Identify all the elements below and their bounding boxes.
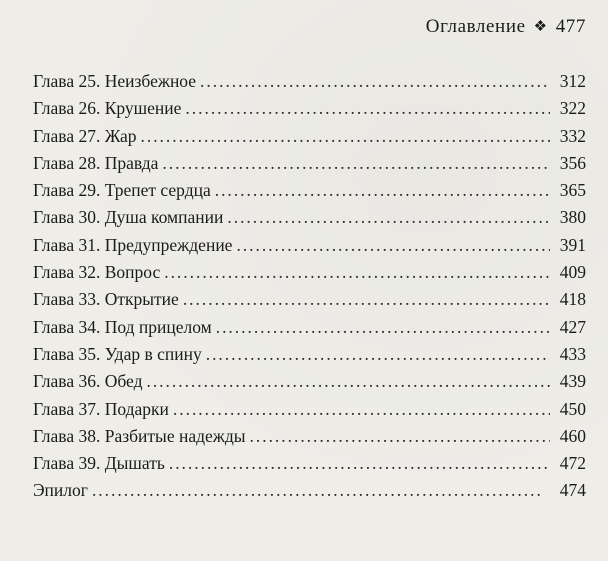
toc-entry-label: Глава 28. Правда <box>33 152 159 173</box>
toc-entry <box>33 426 586 453</box>
toc-entry-label: Глава 32. Вопрос <box>33 262 161 283</box>
dot-leader <box>250 426 550 447</box>
toc-entry-page: 312 <box>559 71 586 91</box>
toc-entry-label: Глава 29. Трепет сердца <box>33 180 211 201</box>
toc-entry-page: 460 <box>559 425 586 446</box>
dot-leader <box>169 453 550 474</box>
toc-entry-page: 418 <box>559 289 586 310</box>
toc-entry-page: 474 <box>559 480 586 501</box>
toc-entry <box>33 289 586 316</box>
toc-entry <box>33 207 586 234</box>
running-head-title: Оглавление <box>425 16 526 37</box>
toc-entry-label: Глава 33. Открытие <box>33 289 179 310</box>
toc-entry-label: Глава 26. Крушение <box>33 98 182 119</box>
dot-leader <box>216 317 550 338</box>
toc-entry <box>33 98 586 125</box>
toc-entry-page: 409 <box>559 262 586 283</box>
toc-entry <box>33 399 586 426</box>
toc-entry-page: 380 <box>559 207 586 228</box>
toc-entry-label: Глава 35. Удар в спину <box>33 343 202 364</box>
toc-entry <box>33 235 586 262</box>
dot-leader <box>200 71 550 92</box>
toc-entry-page: 391 <box>559 234 586 255</box>
toc-entry-page: 472 <box>559 453 586 474</box>
toc-entry <box>33 480 586 507</box>
toc-entry-page: 427 <box>559 316 586 337</box>
dot-leader <box>92 480 550 501</box>
dot-leader <box>227 207 550 228</box>
toc-entry-page: 332 <box>559 125 586 146</box>
toc-entry-label: Глава 27. Жар <box>33 125 137 146</box>
toc-entry-page: 439 <box>559 371 586 392</box>
toc-entry <box>33 262 586 289</box>
toc-entry-page: 365 <box>559 180 586 201</box>
toc-entry <box>33 71 586 98</box>
toc-entry-label: Глава 39. Дышать <box>33 453 165 474</box>
toc-entry-label: Глава 37. Подарки <box>33 398 169 419</box>
dot-leader <box>162 153 550 174</box>
dot-leader <box>185 98 550 119</box>
toc-entry <box>33 371 586 398</box>
toc-entry <box>33 317 586 344</box>
toc-entry <box>33 453 586 480</box>
toc-entry-label: Глава 25. Неизбежное <box>33 71 197 91</box>
toc-entry-page: 433 <box>559 343 586 364</box>
toc-entry-page: 356 <box>559 152 586 173</box>
toc-entry <box>33 153 586 180</box>
dot-leader <box>236 235 550 256</box>
toc-entry-label: Глава 31. Предупреждение <box>33 234 233 255</box>
dot-leader <box>164 262 550 283</box>
toc-entry-page: 450 <box>559 398 586 419</box>
dot-leader <box>141 126 551 147</box>
fleuron-icon: ❖ <box>533 19 548 35</box>
toc-entry <box>33 344 586 371</box>
toc-entry-label: Глава 30. Душа компании <box>33 207 224 228</box>
toc-entry <box>33 126 586 153</box>
toc-entry-label: Глава 36. Обед <box>33 371 143 392</box>
toc-entry-label: Глава 34. Под прицелом <box>33 316 212 337</box>
dot-leader <box>215 180 550 201</box>
running-head <box>426 16 586 38</box>
toc-entry-page: 322 <box>559 98 586 119</box>
toc-entry-label: Глава 38. Разбитые надежды <box>33 425 246 446</box>
toc-entry-label: Эпилог <box>33 480 88 501</box>
dot-leader <box>173 399 550 420</box>
toc-entry <box>33 180 586 207</box>
dot-leader <box>146 371 550 392</box>
page-number: 477 <box>555 16 586 37</box>
dot-leader <box>183 289 550 310</box>
dot-leader <box>206 344 550 365</box>
table-of-contents <box>33 71 586 508</box>
